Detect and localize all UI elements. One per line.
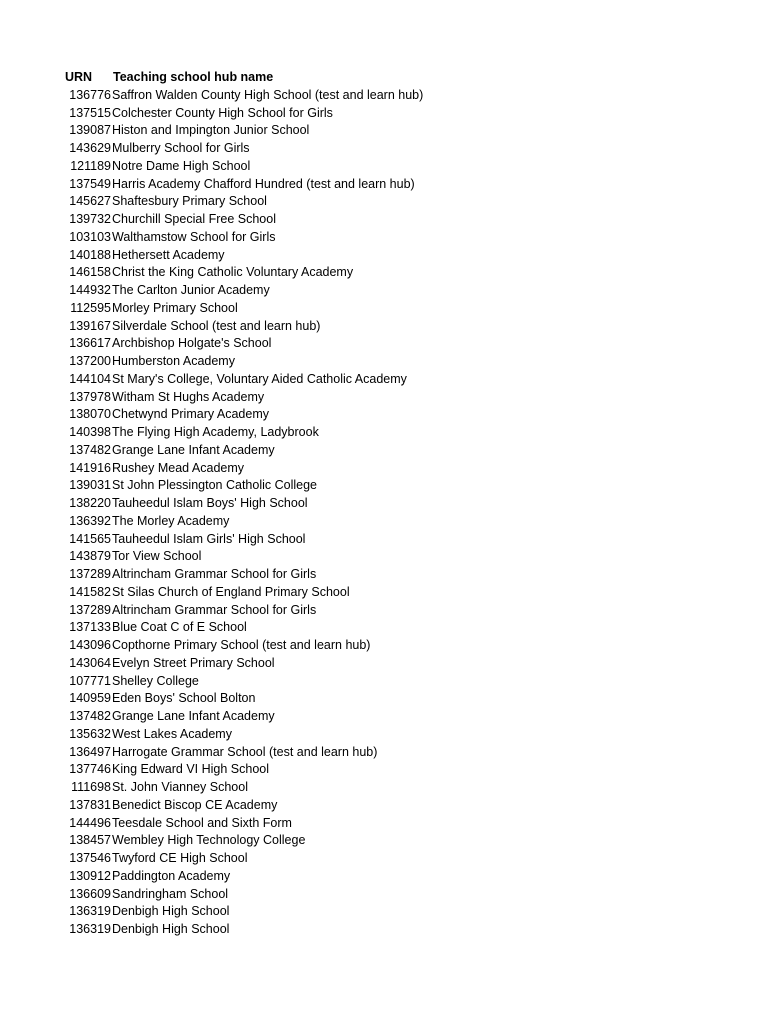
table-row	[0, 193, 768, 211]
urn-cell: 136319	[69, 922, 111, 936]
table-row	[0, 690, 768, 708]
urn-cell: 107771	[69, 673, 111, 688]
hub-name-cell: Tauheedul Islam Boys' High School	[112, 496, 308, 510]
urn-cell: 139167	[69, 318, 111, 333]
hub-name-cell: St Mary's College, Voluntary Aided Catholic Academy	[112, 371, 407, 386]
table-row	[0, 158, 768, 176]
hub-name-cell: St. John Vianney School	[112, 780, 248, 794]
hub-name-cell: Twyford CE High School	[112, 851, 248, 865]
hub-table	[0, 69, 768, 939]
urn-cell: 138457	[69, 833, 111, 848]
table-row	[0, 548, 768, 566]
hub-name-cell: Teesdale School and Sixth Form	[112, 815, 292, 830]
table-row	[0, 531, 768, 549]
hub-name-cell: Benedict Biscop CE Academy	[112, 797, 278, 812]
hub-name-cell: Wembley High Technology College	[112, 833, 306, 848]
urn-cell: 140398	[69, 425, 111, 439]
urn-cell: 137978	[69, 389, 111, 404]
hub-name-cell: St John Plessington Catholic College	[112, 478, 317, 493]
urn-cell: 139087	[69, 123, 111, 138]
urn-cell: 136319	[69, 904, 111, 919]
table-row	[0, 460, 768, 478]
hub-name-cell: Churchill Special Free School	[112, 212, 276, 226]
hub-name-cell: The Morley Academy	[112, 513, 230, 528]
table-row	[0, 797, 768, 815]
urn-cell: 141582	[69, 584, 111, 599]
hub-name-cell: The Carlton Junior Academy	[112, 283, 270, 297]
hub-name-cell: Eden Boys' School Bolton	[112, 691, 256, 706]
table-row	[0, 353, 768, 371]
urn-cell: 137515	[69, 105, 111, 120]
table-row	[0, 176, 768, 194]
hub-name-cell: Blue Coat C of E School	[112, 620, 247, 635]
table-row	[0, 850, 768, 868]
hub-name-cell: Morley Primary School	[112, 300, 238, 315]
table-row	[0, 761, 768, 779]
hub-name-cell: Christ the King Catholic Voluntary Academy	[112, 265, 354, 280]
urn-cell: 137289	[69, 567, 111, 581]
hub-name-cell: Mulberry School for Girls	[112, 141, 250, 155]
urn-cell: 139732	[69, 212, 111, 226]
urn-cell: 136609	[69, 886, 111, 901]
urn-cell: 130912	[69, 868, 111, 883]
urn-cell: 144932	[69, 283, 111, 297]
urn-cell: 103103	[69, 229, 111, 244]
table-row	[0, 602, 768, 620]
table-row	[0, 87, 768, 105]
table-row	[0, 318, 768, 336]
urn-cell: 146158	[69, 265, 111, 280]
name-column-header: Teaching school hub name	[113, 70, 274, 84]
hub-name-cell: Altrincham Grammar School for Girls	[112, 567, 317, 581]
hub-name-cell: Harrogate Grammar School (test and learn hub)	[112, 744, 378, 759]
table-row	[0, 371, 768, 389]
hub-name-cell: Chetwynd Primary Academy	[112, 407, 270, 422]
table-row	[0, 921, 768, 939]
urn-cell: 112595	[70, 300, 111, 315]
hub-name-cell: Sandringham School	[112, 886, 229, 901]
hub-name-cell: Saffron Walden County High School (test and learn hub)	[112, 87, 424, 102]
table-row	[0, 335, 768, 353]
urn-cell: 145627	[69, 194, 111, 209]
urn-cell: 136776	[69, 87, 111, 102]
table-row	[0, 566, 768, 584]
urn-cell: 137831	[69, 797, 111, 812]
urn-cell: 137482	[69, 709, 111, 723]
urn-cell: 137200	[69, 354, 111, 368]
hub-name-cell: Altrincham Grammar School for Girls	[112, 602, 317, 617]
table-row	[0, 619, 768, 637]
hub-name-cell: Humberston Academy	[112, 354, 235, 368]
table-row	[0, 744, 768, 762]
table-row	[0, 477, 768, 495]
urn-cell: 121189	[70, 158, 111, 173]
urn-cell: 138220	[69, 496, 111, 510]
hub-name-cell: Notre Dame High School	[112, 158, 251, 173]
hub-name-cell: Denbigh High School	[112, 904, 230, 919]
table-row	[0, 708, 768, 726]
table-row	[0, 247, 768, 265]
urn-cell: 111698	[71, 780, 111, 794]
table-row	[0, 673, 768, 691]
hub-name-cell: Rushey Mead Academy	[112, 460, 245, 475]
urn-cell: 140188	[69, 247, 111, 262]
table-row	[0, 868, 768, 886]
hub-name-cell: Silverdale School (test and learn hub)	[112, 318, 321, 333]
urn-cell: 137482	[69, 442, 111, 457]
urn-cell: 139031	[69, 478, 111, 493]
table-row	[0, 211, 768, 229]
table-body	[0, 87, 768, 939]
urn-cell: 144104	[69, 371, 111, 386]
table-row	[0, 832, 768, 850]
hub-name-cell: Copthorne Primary School (test and learn hub)	[112, 638, 371, 652]
table-row	[0, 815, 768, 833]
table-row	[0, 726, 768, 744]
hub-name-cell: Grange Lane Infant Academy	[112, 709, 275, 723]
urn-cell: 141916	[69, 460, 111, 475]
table-row	[0, 637, 768, 655]
hub-name-cell: Walthamstow School for Girls	[112, 229, 276, 244]
table-row	[0, 903, 768, 921]
urn-cell: 137133	[69, 620, 111, 635]
urn-cell: 143629	[69, 141, 111, 155]
hub-name-cell: Tor View School	[112, 549, 202, 564]
hub-name-cell: Harris Academy Chafford Hundred (test and learn hub)	[112, 176, 415, 191]
hub-name-cell: Evelyn Street Primary School	[112, 655, 275, 670]
hub-name-cell: The Flying High Academy, Ladybrook	[112, 425, 319, 439]
hub-name-cell: Tauheedul Islam Girls' High School	[112, 531, 306, 546]
urn-cell: 143879	[69, 549, 111, 564]
urn-cell: 135632	[69, 726, 111, 741]
table-row	[0, 584, 768, 602]
table-row	[0, 229, 768, 247]
table-row	[0, 282, 768, 300]
table-row	[0, 300, 768, 318]
urn-cell: 137746	[69, 762, 111, 777]
urn-cell: 136497	[69, 744, 111, 759]
hub-name-cell: West Lakes Academy	[112, 726, 232, 741]
hub-name-cell: St Silas Church of England Primary School	[112, 584, 350, 599]
urn-cell: 137546	[69, 851, 111, 865]
urn-cell: 143064	[69, 655, 111, 670]
hub-name-cell: King Edward VI High School	[112, 762, 270, 777]
table-row	[0, 886, 768, 904]
table-row	[0, 779, 768, 797]
hub-name-cell: Denbigh High School	[112, 922, 230, 936]
table-row	[0, 140, 768, 158]
table-row	[0, 264, 768, 282]
table-row	[0, 105, 768, 123]
hub-name-cell: Shelley College	[112, 673, 199, 688]
table-row	[0, 655, 768, 673]
hub-name-cell: Hethersett Academy	[112, 247, 225, 262]
urn-cell: 136617	[69, 336, 111, 351]
table-row	[0, 442, 768, 460]
urn-cell: 138070	[69, 407, 111, 422]
hub-name-cell: Grange Lane Infant Academy	[112, 442, 275, 457]
urn-cell: 137549	[69, 176, 111, 191]
urn-cell: 140959	[69, 691, 111, 706]
urn-cell: 137289	[69, 602, 111, 617]
hub-name-cell: Archbishop Holgate's School	[112, 336, 272, 351]
table-row	[0, 424, 768, 442]
table-row	[0, 389, 768, 407]
hub-name-cell: Shaftesbury Primary School	[112, 194, 267, 209]
table-header	[0, 69, 768, 87]
table-row	[0, 122, 768, 140]
urn-cell: 144496	[69, 815, 111, 830]
urn-cell: 143096	[69, 638, 111, 652]
table-row	[0, 406, 768, 424]
urn-column-header: URN	[65, 70, 93, 84]
hub-name-cell: Histon and Impington Junior School	[112, 123, 310, 138]
table-row	[0, 495, 768, 513]
urn-cell: 136392	[69, 513, 111, 528]
table-row	[0, 513, 768, 531]
hub-name-cell: Paddington Academy	[112, 868, 231, 883]
hub-name-cell: Colchester County High School for Girls	[112, 105, 333, 120]
hub-name-cell: Witham St Hughs Academy	[112, 389, 265, 404]
urn-cell: 141565	[69, 531, 111, 546]
